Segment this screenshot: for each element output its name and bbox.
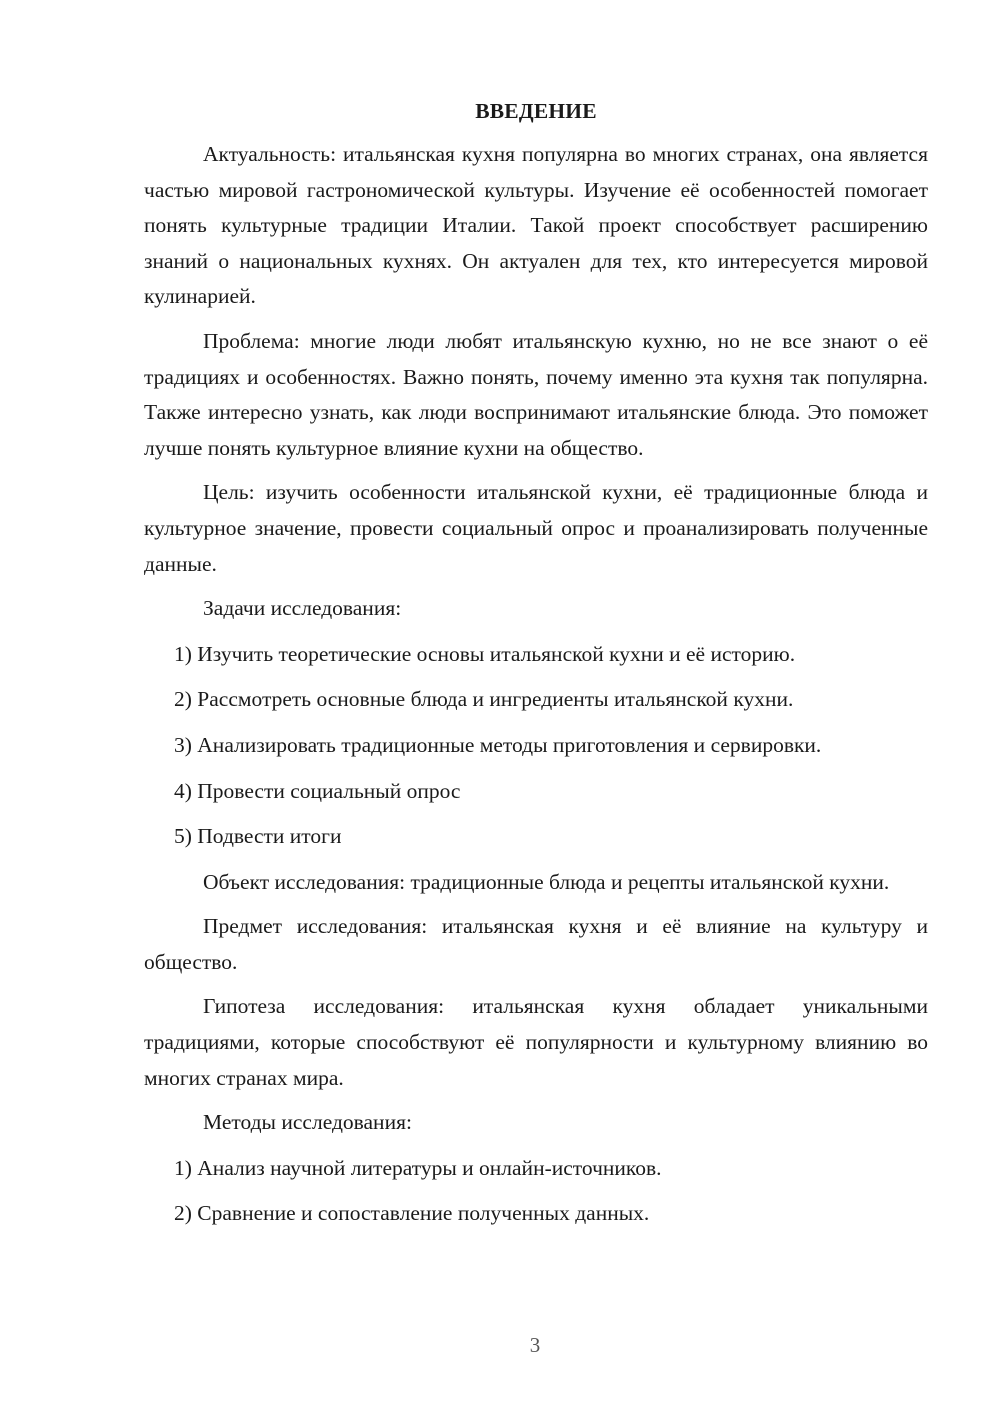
task-item: 2) Рассмотреть основные блюда и ингредиенты итальянской кухни. [174, 687, 794, 712]
hypothesis-paragraph: Гипотеза исследования: итальянская кухня обладает уникальными традициями, которые способствуют её популярности и культурному влиянию во многих странах мира. [144, 994, 928, 1090]
task-item: 5) Подвести итоги [174, 824, 342, 849]
page-number: 3 [529, 1333, 541, 1357]
goal-paragraph: Цель: изучить особенности итальянской кухни, её традиционные блюда и культурное значение, провести социальный опрос и проанализировать полученные данные. [144, 480, 928, 576]
method-item: 2) Сравнение и сопоставление полученных данных. [174, 1201, 650, 1226]
tasks-label: Задачи исследования: [203, 596, 402, 621]
task-item: 3) Анализировать традиционные методы приготовления и сервировки. [174, 732, 822, 757]
methods-label: Методы исследования: [203, 1110, 412, 1135]
relevance-paragraph: Актуальность: итальянская кухня популярна во многих странах, она является частью мировой гастрономической культуры. Изучение её особенностей помогает понять культурные традиции Италии. Такой проект способствует расширению знаний о национальных кухнях. Он актуален для тех, кто интересуется мировой кулинарией. [144, 142, 928, 309]
document-page [144, 94, 928, 1242]
task-item: 1) Изучить теоретические основы итальянской кухни и её историю. [174, 641, 796, 666]
task-item: 4) Провести социальный опрос [174, 778, 461, 803]
object-paragraph: Объект исследования: традиционные блюда и рецепты итальянской кухни. [203, 869, 890, 894]
problem-paragraph: Проблема: многие люди любят итальянскую кухню, но не все знают о её традициях и особенностях. Важно понять, почему именно эта кухня так популярна. Также интересно узнать, как люди воспринимают итальянские блюда. Это поможет лучше понять культурное влияние кухни на общество. [144, 328, 928, 460]
method-item: 1) Анализ научной литературы и онлайн-источников. [174, 1155, 662, 1180]
subject-paragraph: Предмет исследования: итальянская кухня и её влияние на культуру и общество. [144, 914, 928, 974]
section-heading: ВВЕДЕНИЕ [475, 99, 597, 123]
